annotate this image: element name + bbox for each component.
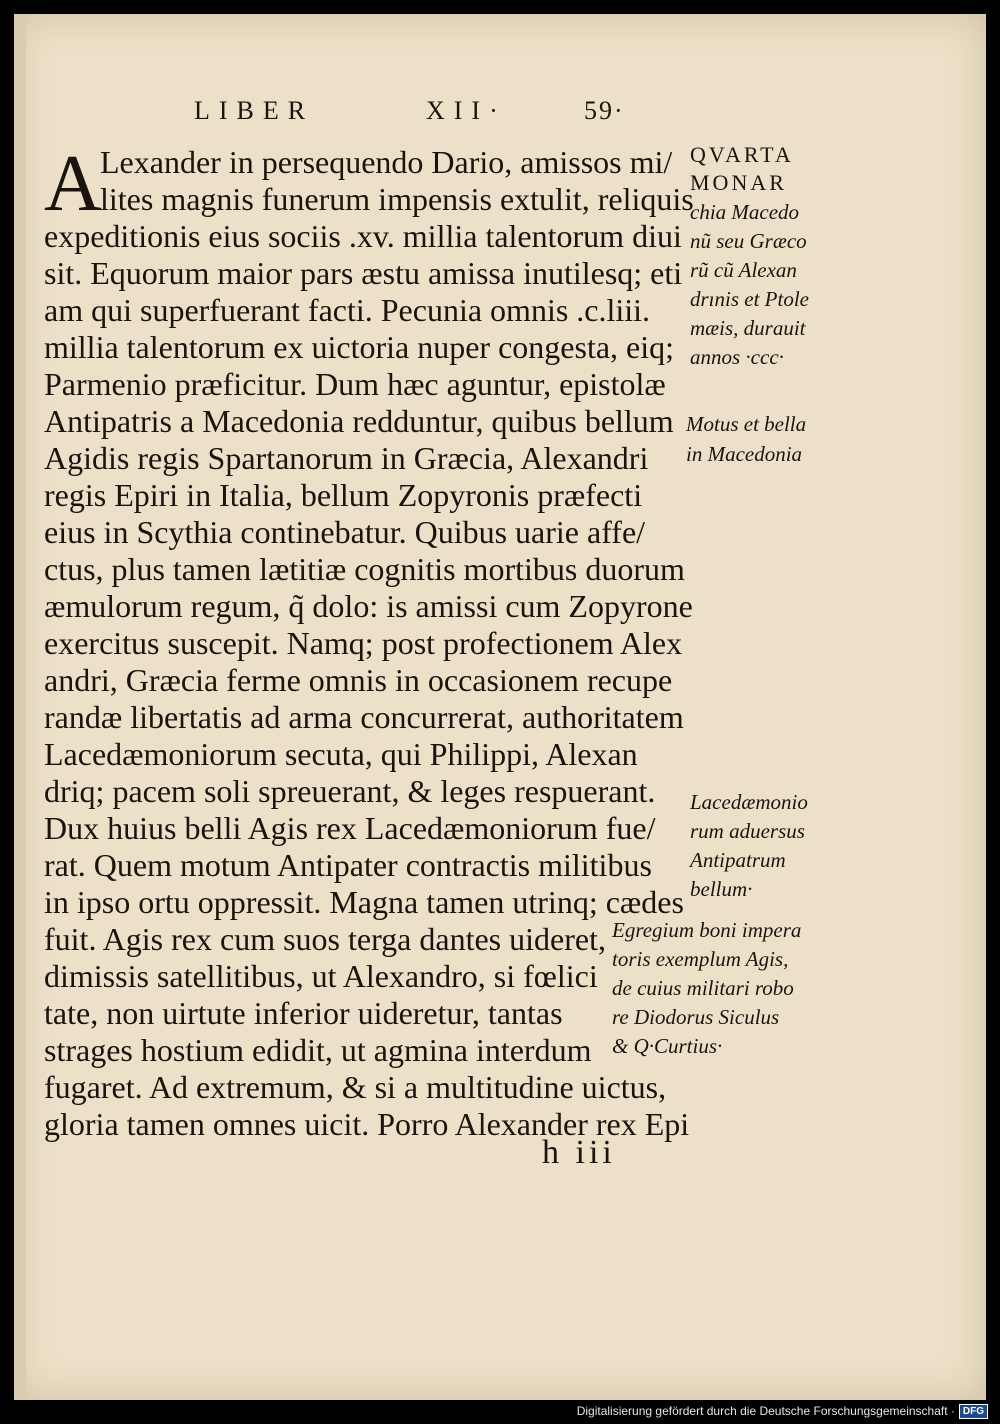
marginal-note-line: in Macedonia: [686, 442, 803, 466]
marginal-note-line: Lacedæmonio: [690, 790, 808, 814]
text-line: andri, Græcia ferme omnis in occasionem recupe: [44, 662, 673, 698]
text-line: rat. Quem motum Antipater contractis militibus: [44, 847, 652, 883]
text-line: Parmenio præficitur. Dum hæc aguntur, epistolæ: [44, 366, 666, 402]
text-line: expeditionis eius sociis .xv. millia talentorum diui: [44, 218, 682, 254]
marginal-note-line: Antipatrum: [690, 848, 786, 872]
text-line: Dux huius belli Agis rex Lacedæmoniorum fue/: [44, 810, 656, 846]
text-line: æmulorum regum, q̃ dolo: is amissi cum Zopyrone: [44, 588, 693, 624]
digitization-footer: [577, 1402, 988, 1420]
marginal-note-line: mæis, durauit: [690, 316, 806, 340]
marginal-note-line: de cuius militari robo: [612, 976, 794, 1000]
text-line: millia talentorum ex uictoria nuper congesta, eiq;: [44, 329, 675, 365]
drop-cap: A: [44, 140, 102, 228]
footer-text: Digitalisierung gefördert durch die Deutsche Forschungsgemeinschaft ·: [576, 1404, 955, 1418]
signature-mark: h iii: [542, 1134, 616, 1171]
text-line: exercitus suscepit. Namq; post profectionem Alex: [44, 625, 683, 661]
marginal-note-line: QVARTA: [690, 142, 794, 167]
book-page: [14, 14, 986, 1400]
text-line: eius in Scythia continebatur. Quibus uarie affe/: [44, 514, 646, 550]
text-line: Lexander in persequendo Dario, amissos mi/: [100, 144, 673, 180]
marginal-note-line: rũ cũ Alexan: [690, 258, 797, 282]
text-line: randæ libertatis ad arma concurrerat, authoritatem: [44, 699, 684, 735]
marginal-note-line: bellum·: [690, 877, 753, 901]
header-liber: LIBER: [194, 96, 315, 125]
text-line: strages hostium edidit, ut agmina interdum: [44, 1032, 592, 1068]
text-line: Agidis regis Spartanorum in Græcia, Alexandri: [44, 440, 649, 476]
marginal-note-line: Motus et bella: [686, 412, 807, 436]
marginal-note-line: chia Macedo: [690, 200, 800, 224]
marginal-note-line: nũ seu Græco: [690, 229, 807, 253]
dfg-logo: DFG: [959, 1404, 988, 1419]
text-line: Lacedæmoniorum secuta, qui Philippi, Alexan: [44, 736, 638, 772]
marginal-note-line: re Diodorus Siculus: [612, 1005, 780, 1029]
text-line: fuit. Agis rex cum suos terga dantes uideret,: [44, 921, 606, 957]
folio-number: 59·: [584, 96, 625, 125]
text-line: in ipso ortu oppressit. Magna tamen utrinq; cædes: [44, 884, 684, 920]
page-edge: [14, 14, 26, 1400]
text-line: sit. Equorum maior pars æstu amissa inutilesq; eti: [44, 255, 683, 291]
marginal-note-line: & Q·Curtius·: [612, 1034, 723, 1058]
marginal-note-line: toris exemplum Agis,: [612, 947, 789, 971]
marginal-note-line: Egregium boni impera: [612, 918, 802, 942]
marginal-note-line: MONAR: [690, 170, 787, 195]
text-line: ctus, plus tamen lætitiæ cognitis mortibus duorum: [44, 551, 685, 587]
running-header: [194, 96, 644, 136]
text-line: lites magnis funerum impensis extulit, reliquis: [100, 181, 694, 217]
text-line: tate, non uirtute inferior uideretur, tantas: [44, 995, 563, 1031]
marginal-note-line: annos ·ccc·: [690, 345, 784, 369]
marginal-note-line: rum aduersus: [690, 819, 805, 843]
text-line: regis Epiri in Italia, bellum Zopyronis præfecti: [44, 477, 643, 513]
text-line: dimissis satellitibus, ut Alexandro, si fœlici: [44, 958, 598, 994]
marginal-note-line: drınis et Ptole: [690, 287, 809, 311]
text-line: Antipatris a Macedonia redduntur, quibus bellum: [44, 403, 674, 439]
header-book-number: XII·: [426, 96, 507, 125]
text-line: gloria tamen omnes uicit. Porro Alexander rex Epi: [44, 1106, 690, 1142]
text-line: driq; pacem soli spreuerant, & leges respuerant.: [44, 773, 656, 809]
text-line: am qui superfuerant facti. Pecunia omnis .c.liii.: [44, 292, 651, 328]
text-line: fugaret. Ad extremum, & si a multitudine uictus,: [44, 1069, 667, 1105]
